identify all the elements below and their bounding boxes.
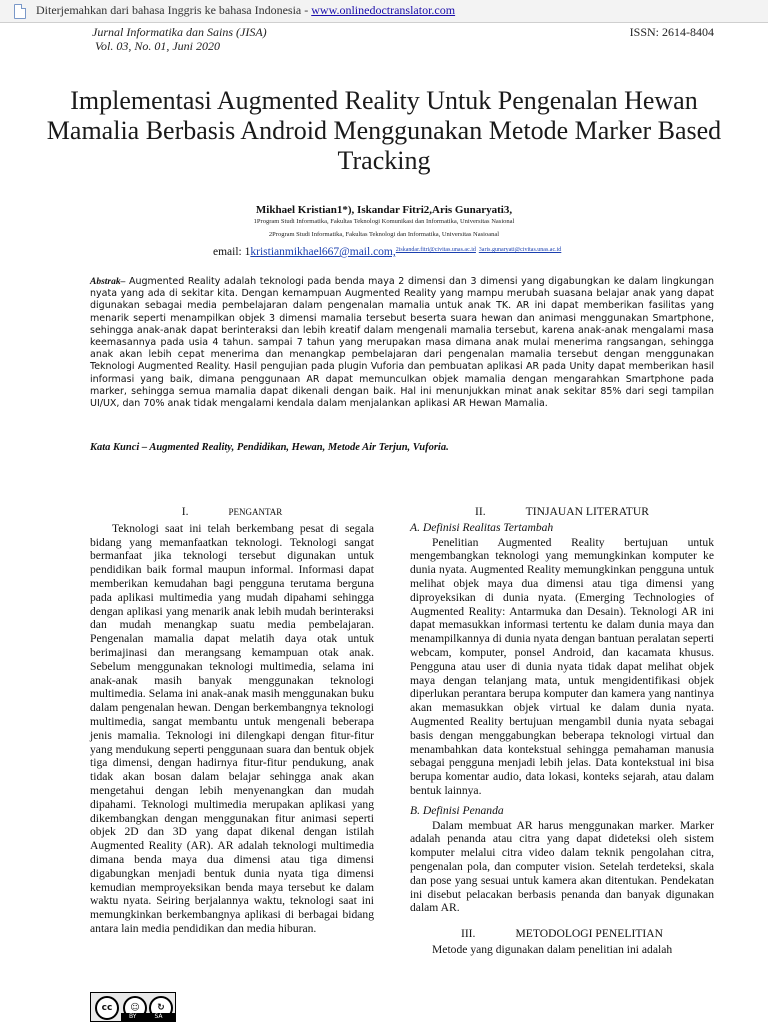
abstract — [90, 276, 714, 410]
journal-name: Jurnal Informatika dan Sains (JISA) — [92, 25, 267, 39]
email-link-3[interactable]: 3aris.gunaryati@civitas.unas.ac.id — [478, 247, 562, 253]
person-icon: ☺ — [123, 996, 147, 1020]
affiliation-1: 1Program Studi Informatika, Fakultas Teknologi Komunikasi dan Informatika, Universitas Nasional — [253, 218, 515, 225]
methodology-paragraph: Metode yang digunakan dalam penelitian ini adalah — [432, 942, 673, 956]
journal-volume: Vol. 03, No. 01, Juni 2020 — [95, 39, 220, 53]
section-heading-methodology: III. METODOLOGI PENELITIAN — [460, 927, 664, 941]
left-column — [90, 505, 374, 942]
authors: Mikhael Kristian1*), Iskandar Fitri2,Aris Gunaryati3, — [255, 204, 513, 216]
abstract-text: Augmented Reality adalah teknologi pada benda maya 2 dimensi dan 3 dimensi yang digabungkan ke dalam lingkungan nyata yang ada di sekitar kita. Dengan kemampuan Augmented Reality yang mampu merubah suasana belajar anak yang dapat digunakan sebagai media pembelajaran dalam pengenalan mamalia untuk anak TK. AR ini dapat memberikan fasilitas yang menarik seperti menampilkan objek 3 dimensi mamalia tersebut beserta suara hewan dan animasi menggunakan Smartphone, sehingga anak-anak dapat berinteraksi dan lebih kreatif dalam mengenali mamalia tersebut, karena anak-anak mengalami masa keemasannya pada usia 4 tahun. sampai 7 tahun yang merupakan masa dimana anak mulai menerima rangsangan, sehingga anak akan lebih cepat menerima dan menangkap pembelajaran dari pengenalan mamalia tersebut dengan menggunakan Teknologi Augmented Reality. Hasil pengujian pada plugin Vuforia dan pembuatan aplikasi AR pada Unity dapat memberikan hasil informasi yang baik, dimana penggunaan AR dapat memunculkan objek mamalia dengan mengarahkan Smartphone pada marker, sehingga semua mamalia dapat dikenali dengan baik. Hal ini menunjukkan minat anak sekitar 85% dari segi tampilan UI/UX, dan 70% anak tidak mengalami kendala dalam menjalankan aplikasi AR Hewan Mamalia. — [90, 276, 714, 410]
banner-text: Diterjemahkan dari bahasa Inggris ke bahasa Indonesia - www.onlinedoctranslator.com — [36, 3, 456, 17]
section-heading-literature: II. TINJAUAN LITERATUR — [475, 505, 649, 518]
paper-title: Implementasi Augmented Reality Untuk Pengenalan Hewan Mamalia Berbasis Android Menggunakan Metode Marker Based Tracking — [46, 86, 722, 175]
subsection-b-paragraph: Dalam membuat AR harus menggunakan marker. Marker adalah penanda atau citra yang dapat dideteksi oleh sistem komputer melalui citra video dalam teknik pengolahan citra, pengenalan pola, dan computer vision. Setelah terdeteksi, skala dan pose yang sesuai untuk kamera akan ditentukan. Pendekatan ini disebut pelacakan berbasis penanda dan banyak digunakan dalam AR. — [410, 818, 714, 915]
email-line: email: 1kristianmikhael667@mail.com,$^{2iskandar.fitri@civitas.unas.ac.id}$ $^{3aris.gunaryati@civitas.unas.ac.id}$ — [213, 246, 562, 258]
share-alike-icon: ↻ — [149, 996, 173, 1020]
translator-banner — [0, 0, 768, 23]
email-link-2[interactable]: 2iskandar.fitri@civitas.unas.ac.id — [395, 247, 476, 253]
abstract-label: Abstrak– — [90, 277, 126, 287]
license-strip: BY SA — [121, 1013, 175, 1021]
subsection-b-heading: B. Definisi Penanda — [410, 803, 504, 817]
keywords: Kata Kunci – Augmented Reality, Pendidikan, Hewan, Metode Air Terjun, Vuforia. — [90, 442, 449, 453]
document-icon — [14, 4, 26, 19]
journal-header — [92, 25, 267, 53]
right-column — [410, 505, 714, 963]
subsection-a-heading: A. Definisi Realitas Tertambah — [410, 520, 554, 534]
introduction-paragraph: Teknologi saat ini telah berkembang pesat di segala bidang yang memanfaatkan teknologi. Teknologi sangat bermanfaat jika teknologi tersebut digunakan untuk pendidikan baik formal maupun informal. Informasi dapat memberikan kemudahan bagi pengguna terutama berguna pada aplikasi multimedia yang mudah dipahami sehingga dengan aplikasi yang menarik anak lebih mudah berinteraksi dan mudah menangkap suatu media pembelajaran. Pengenalan mamalia dapat melatih daya otak untuk berimajinasi dan merangsang kemampuan otak anak. Sebelum menggunakan teknologi multimedia, selama ini anak-anak masih banyak menggunakan teknologi multimedia. Selama ini anak-anak masih menggunakan buku dalam pengenalan hewan. Dengan berkembangnya teknologi multimedia, sangat membantu untuk mengenali beberapa jenis mamalia. Teknologi ini dilengkapi dengan fitur-fitur yang mendukung seperti penggunaan suara dan bentuk objek tiga dimensi, dengan hadirnya fitur-fitur pendukung, anak tidak akan bosan dalam belajar sehingga anak akan mengetahui dengan lebih menyenangkan dan mudah dipahami. Teknologi multimedia merupakan aplikasi yang dikembangkan dengan menggunakan fitur animasi seperti objek 2D dan 3D yang dapat dikenal dengan istilah Augmented Reality (AR). AR adalah teknologi multimedia dimana benda maya dua dimensi atau tiga dimensi digabungkan menjadi bentuk dunia nyata tiga dimensi kemudian memproyeksikan benda maya tersebut ke dalam waktu nyata. Seiring berjalannya waktu, teknologi saat ini memungkinkan berkembangnya aplikasi di berbagai bidang antara lain media pendidikan dan media hiburan. — [90, 521, 374, 935]
translator-link[interactable]: www.onlinedoctranslator.com — [311, 3, 456, 17]
email-link-1[interactable]: kristianmikhael667@mail.com, — [250, 246, 396, 258]
affiliation-2: 2Program Studi Informatika, Fakultas Teknologi dan Informatika, Universitas Nasioanal — [268, 231, 500, 238]
cc-icon: cc — [95, 996, 119, 1020]
subsection-a-paragraph: Penelitian Augmented Reality bertujuan untuk mengembangkan teknologi yang memungkinkan komputer ke dunia nyata. Augmented Reality memungkinkan pengguna untuk melihat objek maya dua dimensi atau tiga dimensi yang diproyeksikan di dunia nyata. (Emerging Technologies of Augmented Reality: Antarmuka dan Desain). Teknologi AR ini dapat memasukkan informasi tertentu ke dalam dunia maya dan menampilkannya di dunia nyata dengan bantuan peralatan seperti webcam, komputer, ponsel Android, dan kacamata khusus. Pengguna atau user di dunia nyata tidak dapat melihat objek maya dengan telanjang mata, untuk mengidentifikasi objek diperlukan perantara berupa komputer dan kamera yang nantinya akan memasukkan objek virtual ke dalam dunia nyata. Augmented Reality bertujuan mengambil dunia nyata sebagai basis dengan menggabungkan beberapa teknologi virtual dan menambahkan data kontekstual sehingga pemahaman manusia sebagai pengguna menjadi lebih jelas. Data kontekstual ini bisa berupa komentar audio, data lokasi, konteks sejarah, atau dalam bentuk lainnya. — [410, 535, 714, 797]
cc-license-badge — [90, 992, 176, 1022]
issn: ISSN: 2614-8404 — [629, 25, 714, 39]
section-heading-introduction: I. PENGANTAR — [181, 505, 283, 518]
